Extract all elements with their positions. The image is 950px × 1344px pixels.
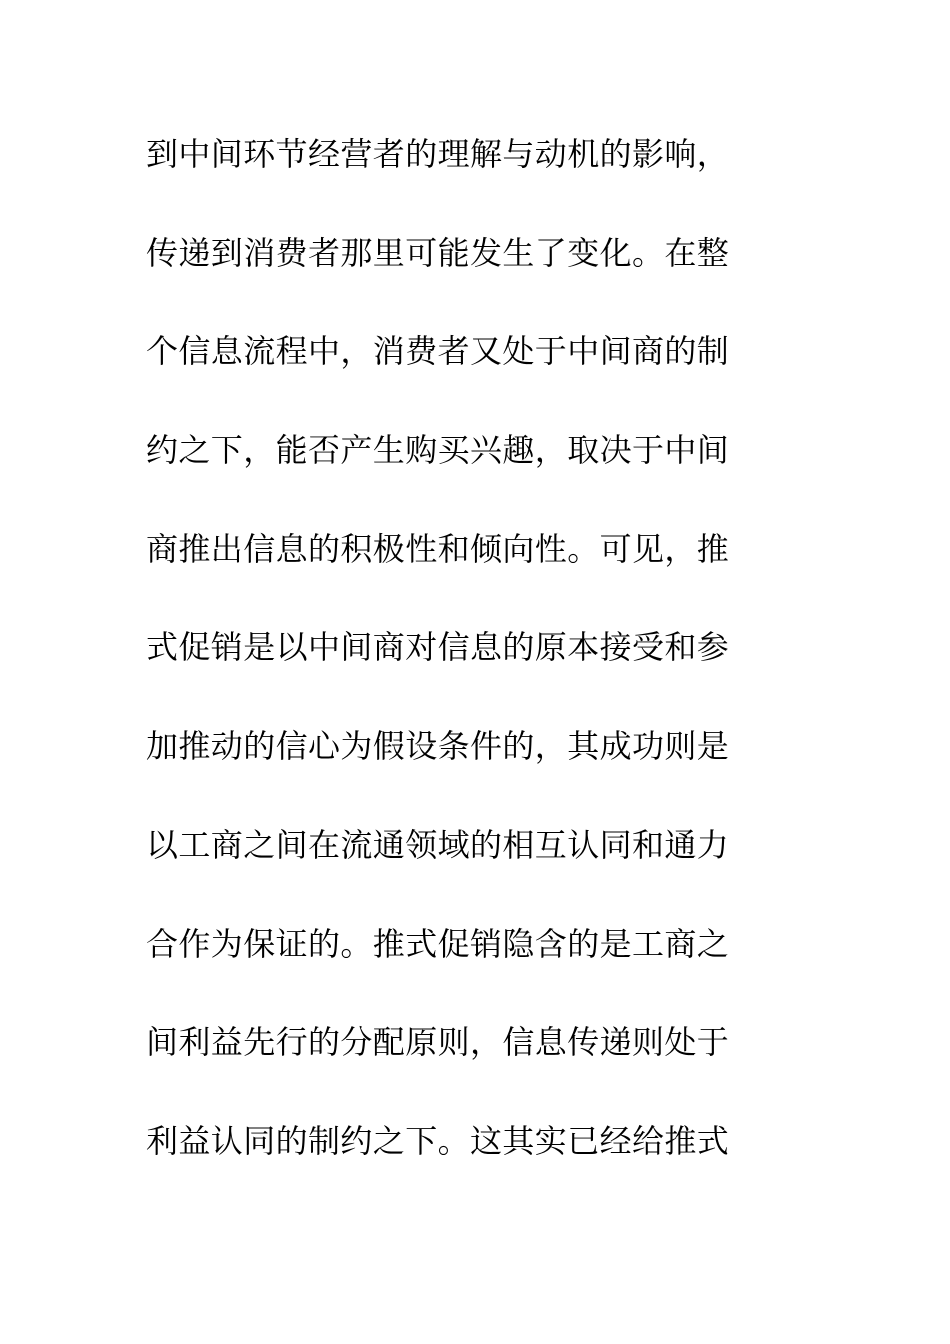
text-line: 商推出信息的积极性和倾向性。可见，推 — [146, 529, 730, 568]
text-line: 到中间环节经营者的理解与动机的影响， — [146, 135, 730, 173]
text-line: 利益认同的制约之下。这其实已经给推式 — [146, 1121, 730, 1160]
text-line: 合作为保证的。推式促销隐含的是工商之 — [146, 924, 730, 963]
text-line: 加推动的信心为假设条件的，其成功则是 — [146, 727, 730, 766]
body-text — [146, 124, 786, 1210]
text-line: 传递到消费者那里可能发生了变化。在整 — [146, 233, 730, 272]
text-line: 以工商之间在流通领域的相互认同和通力 — [146, 825, 730, 864]
text-line: 式促销是以中间商对信息的原本接受和参 — [146, 628, 730, 667]
text-line: 约之下，能否产生购买兴趣，取决于中间 — [146, 431, 730, 470]
text-line: 间利益先行的分配原则，信息传递则处于 — [146, 1023, 730, 1062]
text-line: 个信息流程中，消费者又处于中间商的制 — [146, 332, 730, 371]
